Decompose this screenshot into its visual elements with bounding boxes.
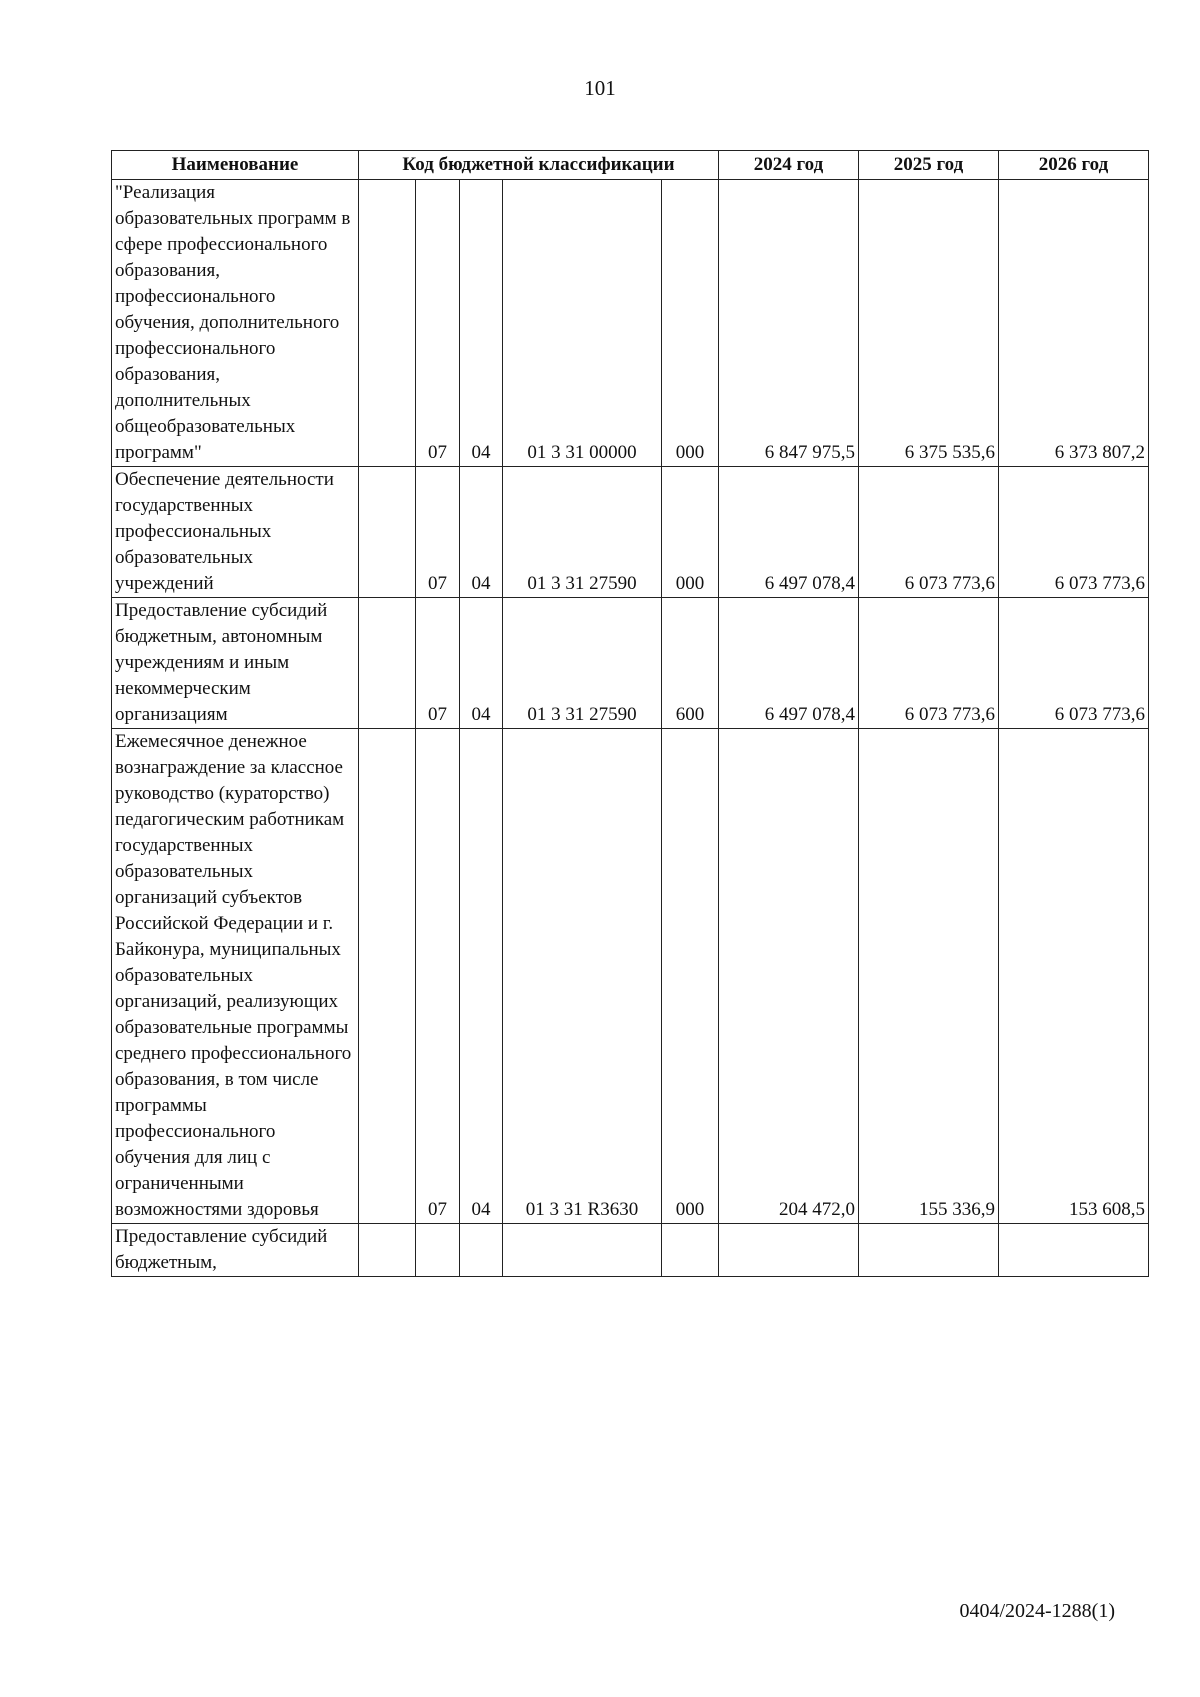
- table-row: [112, 1224, 1149, 1277]
- row-value-2024: 6 497 078,4: [719, 467, 859, 598]
- table-row: [112, 598, 1149, 729]
- row-expense-type: 600: [662, 598, 719, 729]
- row-value-2025: 6 073 773,6: [859, 598, 999, 729]
- row-name: "Реализация образовательных программ в сфере профессионального образования, профессионального обучения, дополнительного профессионального образования, дополнительных общеобразовательных программ": [112, 180, 359, 467]
- row-value-2026: 6 373 807,2: [999, 180, 1149, 467]
- row-value-2024: 204 472,0: [719, 729, 859, 1224]
- row-value-2025: [859, 1224, 999, 1277]
- row-subsection: 04: [460, 180, 503, 467]
- row-value-2024: 6 497 078,4: [719, 598, 859, 729]
- row-value-2024: [719, 1224, 859, 1277]
- row-value-2025: 155 336,9: [859, 729, 999, 1224]
- row-target-code: 01 3 31 R3630: [503, 729, 662, 1224]
- row-expense-type: 000: [662, 729, 719, 1224]
- header-2024: 2024 год: [719, 151, 859, 180]
- budget-table: [111, 150, 1149, 1277]
- table-header-row: [112, 151, 1149, 180]
- row-name: Ежемесячное денежное вознаграждение за классное руководство (кураторство) педагогическим работникам государственных образовательных организаций субъектов Российской Федерации и г. Байконура, муниципальных образовательных организаций, реализующих образовательные программы среднего профессионального образования, в том числе программы профессионального обучения для лиц с ограниченными возможностями здоровья: [112, 729, 359, 1224]
- row-target-code: 01 3 31 27590: [503, 598, 662, 729]
- row-section: [416, 1224, 460, 1277]
- header-2025: 2025 год: [859, 151, 999, 180]
- row-expense-type: 000: [662, 467, 719, 598]
- row-value-2025: 6 073 773,6: [859, 467, 999, 598]
- row-value-2024: 6 847 975,5: [719, 180, 859, 467]
- row-target-code: 01 3 31 27590: [503, 467, 662, 598]
- header-budget-code: Код бюджетной классификации: [359, 151, 719, 180]
- row-code-empty: [359, 1224, 416, 1277]
- row-code-empty: [359, 598, 416, 729]
- row-value-2026: 153 608,5: [999, 729, 1149, 1224]
- row-name: Предоставление субсидий бюджетным, автономным учреждениям и иным некоммерческим организациям: [112, 598, 359, 729]
- table-row: [112, 467, 1149, 598]
- row-name: Обеспечение деятельности государственных профессиональных образовательных учреждений: [112, 467, 359, 598]
- row-value-2026: [999, 1224, 1149, 1277]
- document-registration-code: 0404/2024-1288(1): [959, 1600, 1115, 1622]
- row-subsection: 04: [460, 729, 503, 1224]
- row-target-code: 01 3 31 00000: [503, 180, 662, 467]
- row-expense-type: 000: [662, 180, 719, 467]
- row-code-empty: [359, 467, 416, 598]
- row-value-2026: 6 073 773,6: [999, 598, 1149, 729]
- row-subsection: 04: [460, 467, 503, 598]
- row-target-code: [503, 1224, 662, 1277]
- row-subsection: [460, 1224, 503, 1277]
- header-2026: 2026 год: [999, 151, 1149, 180]
- header-name: Наименование: [112, 151, 359, 180]
- page-number: 101: [584, 76, 616, 100]
- row-expense-type: [662, 1224, 719, 1277]
- row-section: 07: [416, 467, 460, 598]
- row-name: Предоставление субсидий бюджетным,: [112, 1224, 359, 1277]
- row-section: 07: [416, 180, 460, 467]
- row-section: 07: [416, 598, 460, 729]
- table-row: [112, 180, 1149, 467]
- row-code-empty: [359, 729, 416, 1224]
- table-row: [112, 729, 1149, 1224]
- row-code-empty: [359, 180, 416, 467]
- row-value-2025: 6 375 535,6: [859, 180, 999, 467]
- row-value-2026: 6 073 773,6: [999, 467, 1149, 598]
- row-subsection: 04: [460, 598, 503, 729]
- row-section: 07: [416, 729, 460, 1224]
